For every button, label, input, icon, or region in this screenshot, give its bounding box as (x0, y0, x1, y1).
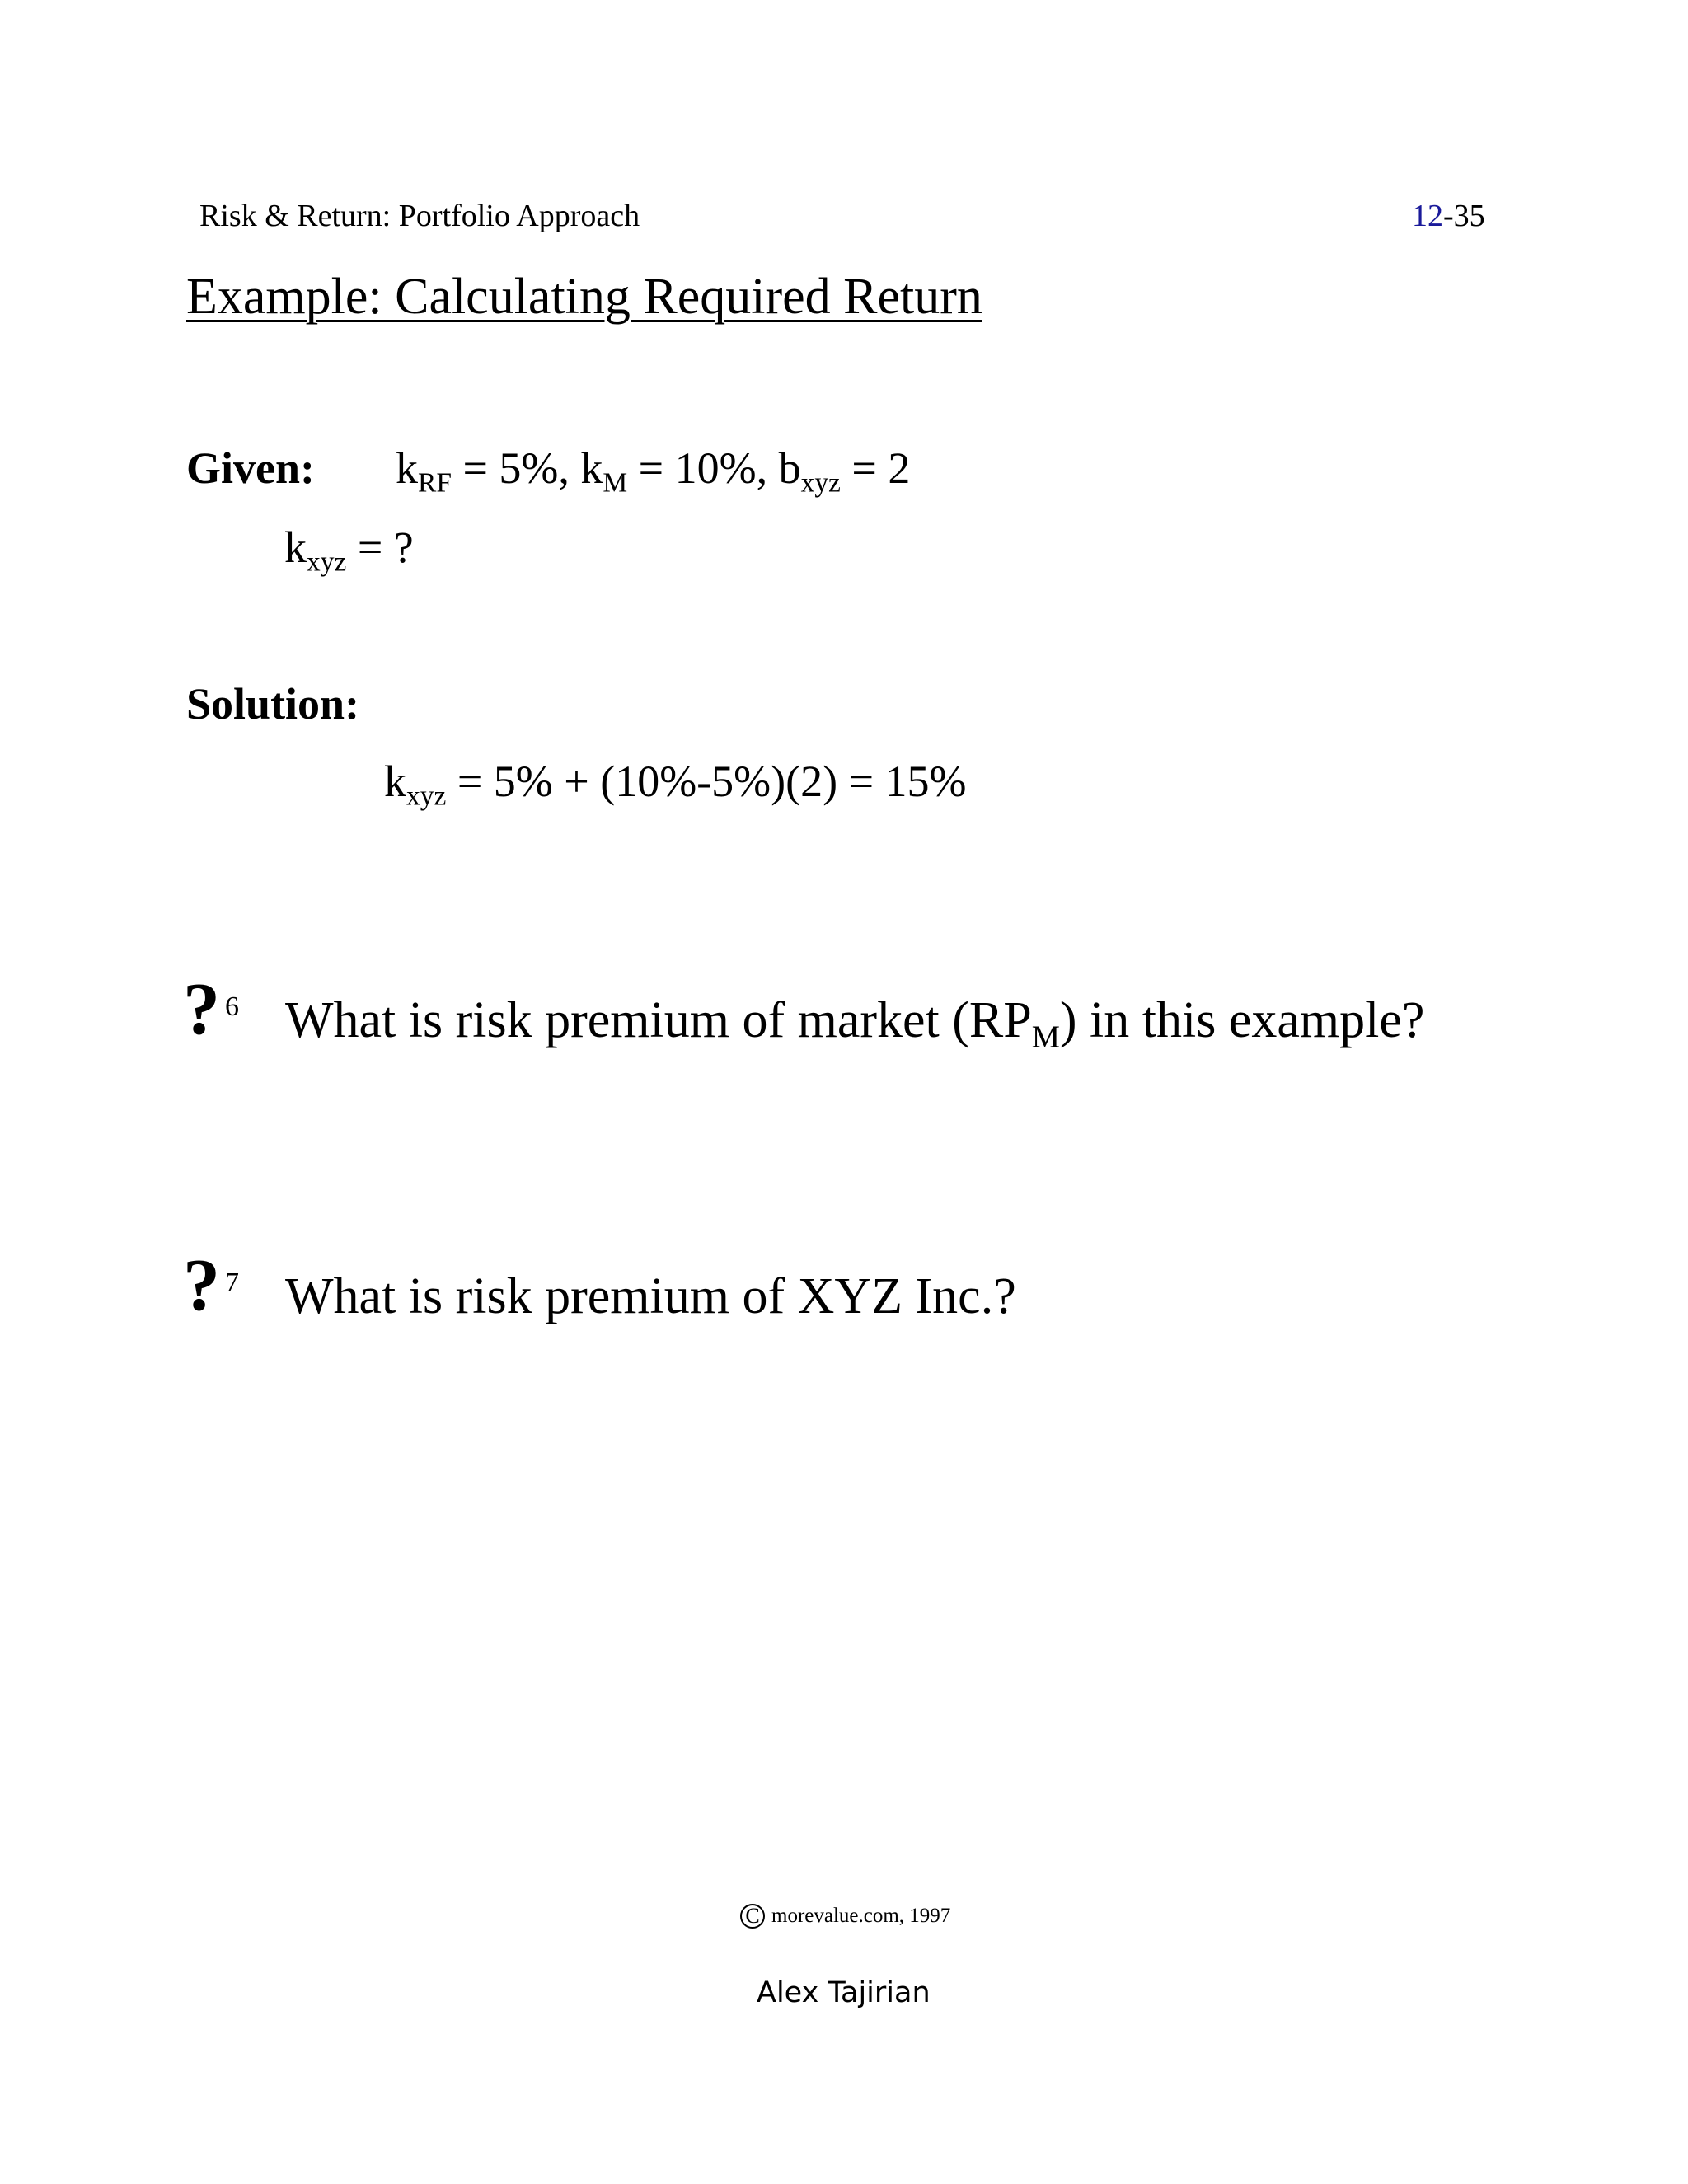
given-label: Given: (186, 443, 315, 493)
question-mark-icon: ? (183, 968, 220, 1050)
page-number (1412, 198, 1485, 234)
k-m-base: k (580, 443, 603, 493)
b-xyz-base: b (778, 443, 801, 493)
copyright-text: morevalue.com, 1997 (771, 1905, 951, 1927)
given-values (396, 443, 911, 499)
k-rf-sub: RF (418, 467, 452, 499)
k-m-sub: M (603, 467, 628, 499)
k-rf-value: = 5%, (451, 443, 581, 493)
unknown-value: = ? (346, 523, 414, 572)
solution-base: k (384, 757, 406, 806)
unknown-sub: xyz (307, 546, 347, 578)
question-number: 6 (225, 991, 239, 1022)
page-title: Example: Calculating Required Return (186, 269, 982, 325)
solution-value: = 5% + (10%-5%)(2) = 15% (446, 757, 967, 806)
k-m-value: = 10%, (627, 443, 779, 493)
b-xyz-value: = 2 (840, 443, 911, 493)
question-6-text (285, 991, 1425, 1055)
section-title: Risk & Return: Portfolio Approach (199, 199, 640, 233)
copyright-notice (740, 1904, 950, 1929)
solution-sub: xyz (406, 780, 447, 812)
question-7-text: What is risk premium of XYZ Inc.? (285, 1268, 1016, 1324)
question-6-text-after: ) in this example? (1059, 992, 1425, 1048)
page-separator: - (1443, 199, 1454, 233)
question-mark-icon: ? (183, 1244, 220, 1326)
question-number: 7 (225, 1268, 239, 1298)
solution-label: Solution: (186, 679, 360, 729)
question-6-text-before: What is risk premium of market (RP (285, 992, 1032, 1048)
b-xyz-sub: xyz (800, 467, 841, 499)
unknown-base: k (284, 523, 307, 572)
k-rf-base: k (396, 443, 418, 493)
solution-equation (384, 756, 967, 812)
author-name: Alex Tajirian (757, 1976, 931, 2009)
question-6-sub: M (1031, 1019, 1060, 1055)
chapter-number: 12 (1412, 199, 1443, 233)
copyright-icon: C (740, 1904, 765, 1929)
page-index: 35 (1453, 199, 1485, 233)
unknown-equation (284, 522, 414, 578)
